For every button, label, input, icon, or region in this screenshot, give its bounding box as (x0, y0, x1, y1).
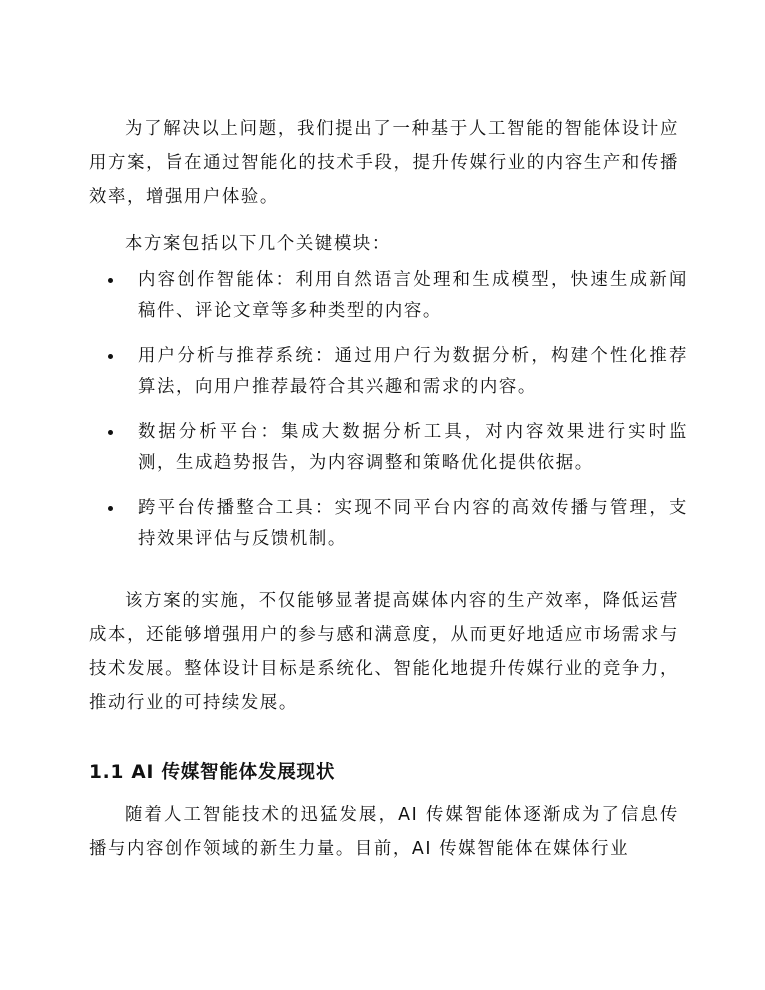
bullet-icon (108, 278, 113, 283)
section-paragraph: 随着人工智能技术的迅猛发展，AI 传媒智能体逐渐成为了信息传播与内容创作领域的新生力量。目前，AI 传媒智能体在媒体行业 (89, 805, 679, 859)
bullet-icon (108, 506, 113, 511)
list-item (108, 265, 688, 327)
list-item (108, 341, 688, 403)
list-item (108, 493, 688, 555)
bullet-icon (108, 430, 113, 435)
list-item-text: 内容创作智能体：利用自然语言处理和生成模型，快速生成新闻稿件、评论文章等多种类型的内容。 (138, 270, 688, 321)
list-item (108, 417, 688, 479)
bullet-icon (108, 354, 113, 359)
summary-paragraph: 该方案的实施，不仅能够显著提高媒体内容的生产效率，降低运营成本，还能够增强用户的参与感和满意度，从而更好地适应市场需求与技术发展。整体设计目标是系统化、智能化地提升传媒行业的竞争力，推动行业的可持续发展。 (89, 591, 679, 713)
list-item-text: 用户分析与推荐系统：通过用户行为数据分析，构建个性化推荐算法，向用户推荐最符合其兴趣和需求的内容。 (138, 346, 688, 397)
section-heading: 1.1 AI 传媒智能体发展现状 (89, 762, 336, 783)
intro-paragraph: 为了解决以上问题，我们提出了一种基于人工智能的智能体设计应用方案，旨在通过智能化的技术手段，提升传媒行业的内容生产和传播效率，增强用户体验。 (89, 119, 679, 207)
list-item-text: 数据分析平台：集成大数据分析工具，对内容效果进行实时监测，生成趋势报告，为内容调整和策略优化提供依据。 (138, 422, 688, 473)
modules-list (108, 265, 688, 569)
modules-intro-paragraph: 本方案包括以下几个关键模块： (125, 234, 391, 254)
list-item-text: 跨平台传播整合工具：实现不同平台内容的高效传播与管理，支持效果评估与反馈机制。 (138, 498, 688, 549)
